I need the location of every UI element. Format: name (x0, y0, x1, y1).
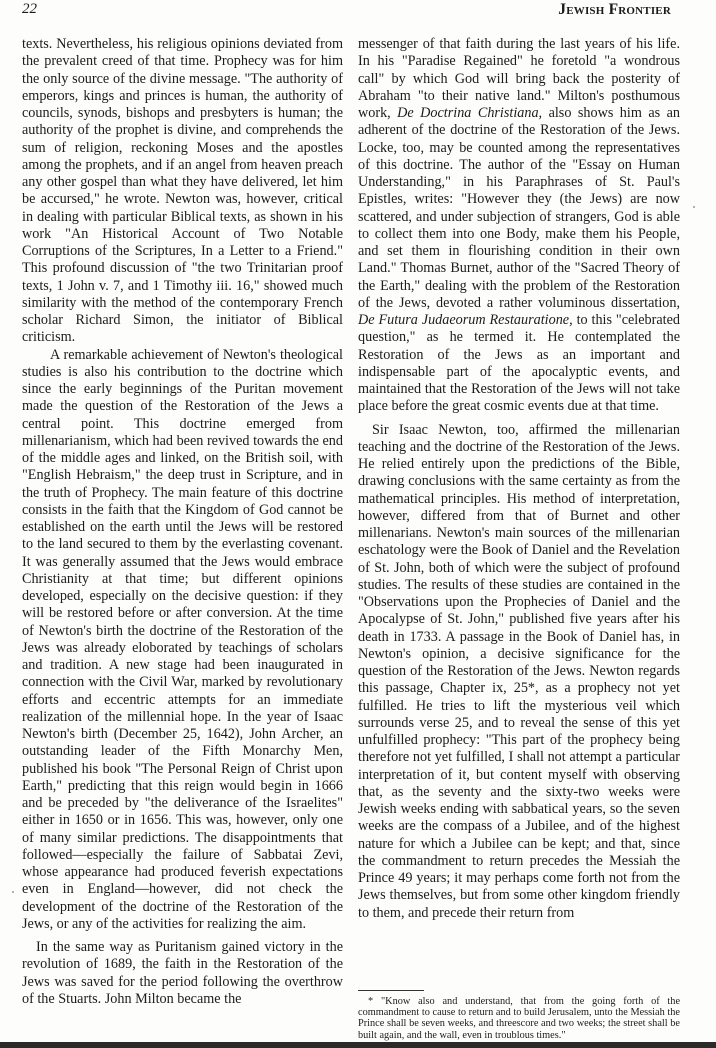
paragraph: Sir Isaac Newton, too, affirmed the millenarian teaching and the doctrine of the Restoration of the Jews. He relied entirely upon the predictions of the Bible, drawing conclusions with the same certainty as from the mathematical principles. His method of interpretation, however, differed from that of Burnet and other millenarians. Newton's main sources of the millenarian eschatology were the Book of Daniel and the Revelation of St. John, both of which were the subject of profound studies. The results of these studies are contained in the "Observations upon the Prophecies of Daniel and the Apocalypse of St. John," published five years after his death in 1733. A passage in the Book of Daniel has, in Newton's opinion, a decisive significance for the question of the Restoration of the Jews. Newton regards this passage, Chapter ix, 25*, as a prophecy not yet fulfilled. He tries to lift the mysterious veil which surrounds verse 25, and to reveal the sense of this yet unfulfilled prophecy: "This part of the prophecy being therefore not yet fulfilled, I shall not attempt a particular interpretation of it, but content myself with observing that, as the seventy and the sixty-two weeks were Jewish weeks ending with sabbatical years, so the seven weeks are the compass of a Jubilee, and of the highest nature for which a Jubilee can be kept; and that, since the commandment to return precedes the Messiah the Prince 49 years; it may perhaps come forth not from the Jews themselves, but from some other kingdom friendly to them, and precede their return from (358, 421, 680, 921)
left-column (22, 36, 343, 1008)
paragraph: In the same way as Puritanism gained victory in the revolution of 1689, the faith in the Restoration of the Jews was saved for the period following the overthrow of the Stuarts. John Milton became the (22, 939, 343, 1007)
running-head: Jewish Frontier (558, 1, 671, 18)
scan-speck (693, 206, 695, 208)
paragraph: texts. Nevertheless, his religious opinions deviated from the prevalent creed of that time. Prophecy was for him the only source of the divine message. "The authority of emperors, kings and princes is human, the authority of councils, synods, bishops and presbyters is human; the authority of the prophet is divine, and comprehends the sum of religion, reckoning Moses and the apostles among the prophets, and if an angel from heaven preach any other gospel than what they have delivered, let him be accursed," he wrote. Newton was, however, critical in dealing with particular Biblical texts, as shown in his work "An Historical Account of Two Notable Corruptions of the Scriptures, In a Letter to a Friend." This profound discussion of "the two Trinitarian proof texts, 1 John v. 7, and 1 Timothy iii. 16," showed much similarity with the method of the contemporary French scholar Richard Simon, the initiator of Biblical criticism. (22, 36, 343, 346)
text-run: messenger of that faith during the last years of his life. In his "Paradise Regained" he foretold "a wondrous call" by which God will bring back the posterity of Abraham "to their native land." Milton's posthumous work, (358, 36, 680, 121)
footnote-text: "Know also and understand, that from the going forth of the commandment to cause to return and to build Jerusalem, unto the Messiah the Prince shall be seven weeks, and threescore and two weeks; the street shall be built again, and the wall, even in troublous times." (358, 996, 681, 1041)
scan-speck (12, 891, 14, 893)
text-run: to this "celebrated question," as he termed it. He contemplated the Restoration of the Jews as an important and indispensable part of the apocalyptic events, and maintained that the Restoration of the Jews will not take place before the great cosmic events due at that time. (358, 312, 680, 415)
scan-bottom-edge (0, 1042, 716, 1048)
italic-title: De Futura Judaeorum Restauratione, (358, 312, 573, 328)
text-run: also shows him as an adherent of the doctrine of the Restoration of the Jews. Locke, too, may be counted among the representatives of this doctrine. The author of the "Essay on Human Understanding," in his Paraphrases of St. Paul's Epistles, writes: "However they (the Jews) are now scattered, and under subjection of strangers, God is able to collect them into one Body, make them his People, and set them in flourishing condition in their own Land." Thomas Burnet, author of the "Sacred Theory of the Earth," dealing with the problem of the Restoration of the Jews, devoted a rather voluminous dissertation, (358, 105, 680, 311)
footnote-divider (358, 990, 424, 991)
footnote-marker: * (368, 996, 374, 1007)
paragraph-with-italics (358, 36, 680, 416)
page-number: 22 (22, 1, 37, 17)
paragraph: A remarkable achievement of Newton's theological studies is also his contribution to the doctrine which since the early beginnings of the Puritan movement made the question of the Restoration of the Jews a central point. This doctrine emerged from millenarianism, which had been revived towards the end of the middle ages and linked, on the British soil, with "English Hebraism," the deep trust in Scripture, and in the truth of Prophecy. The main feature of this doctrine consists in the faith that the Kingdom of God cannot be established on the earth until the Jews will be restored to the land secured to them by the everlasting covenant. It was generally assumed that the Jews would embrace Christianity at that time; but different opinions developed, especially on the decisive question: if they will be restored before or after conversion. At the time of Newton's birth the doctrine of the Restoration of the Jews was already eloborated by teachings of scholars and tradition. A new stage had been inaugurated in connection with the Civil War, marked by revolutionary efforts and eccentric attempts for an immediate realization of the millennial hope. In the year of Isaac Newton's birth (December 25, 1642), John Archer, an outstanding leader of the Fifth Monarchy Men, published his book "The Personal Reign of Christ upon Earth," predicting that this reign would begin in 1666 and be preceded by "the deliverance of the Israelites" either in 1650 or in 1656. This was, however, only one of many similar predictions. The disappointments that followed—especially the failure of Sabbatai Zevi, whose appearance had produced feverish expectations even in England—however, did not check the development of the doctrine of the Restoration of the Jews, or any of the activities for realizing the aim. (22, 346, 343, 932)
italic-title: De Doctrina Christiana, (397, 105, 543, 121)
right-column (358, 36, 680, 922)
footnote (358, 996, 680, 1041)
